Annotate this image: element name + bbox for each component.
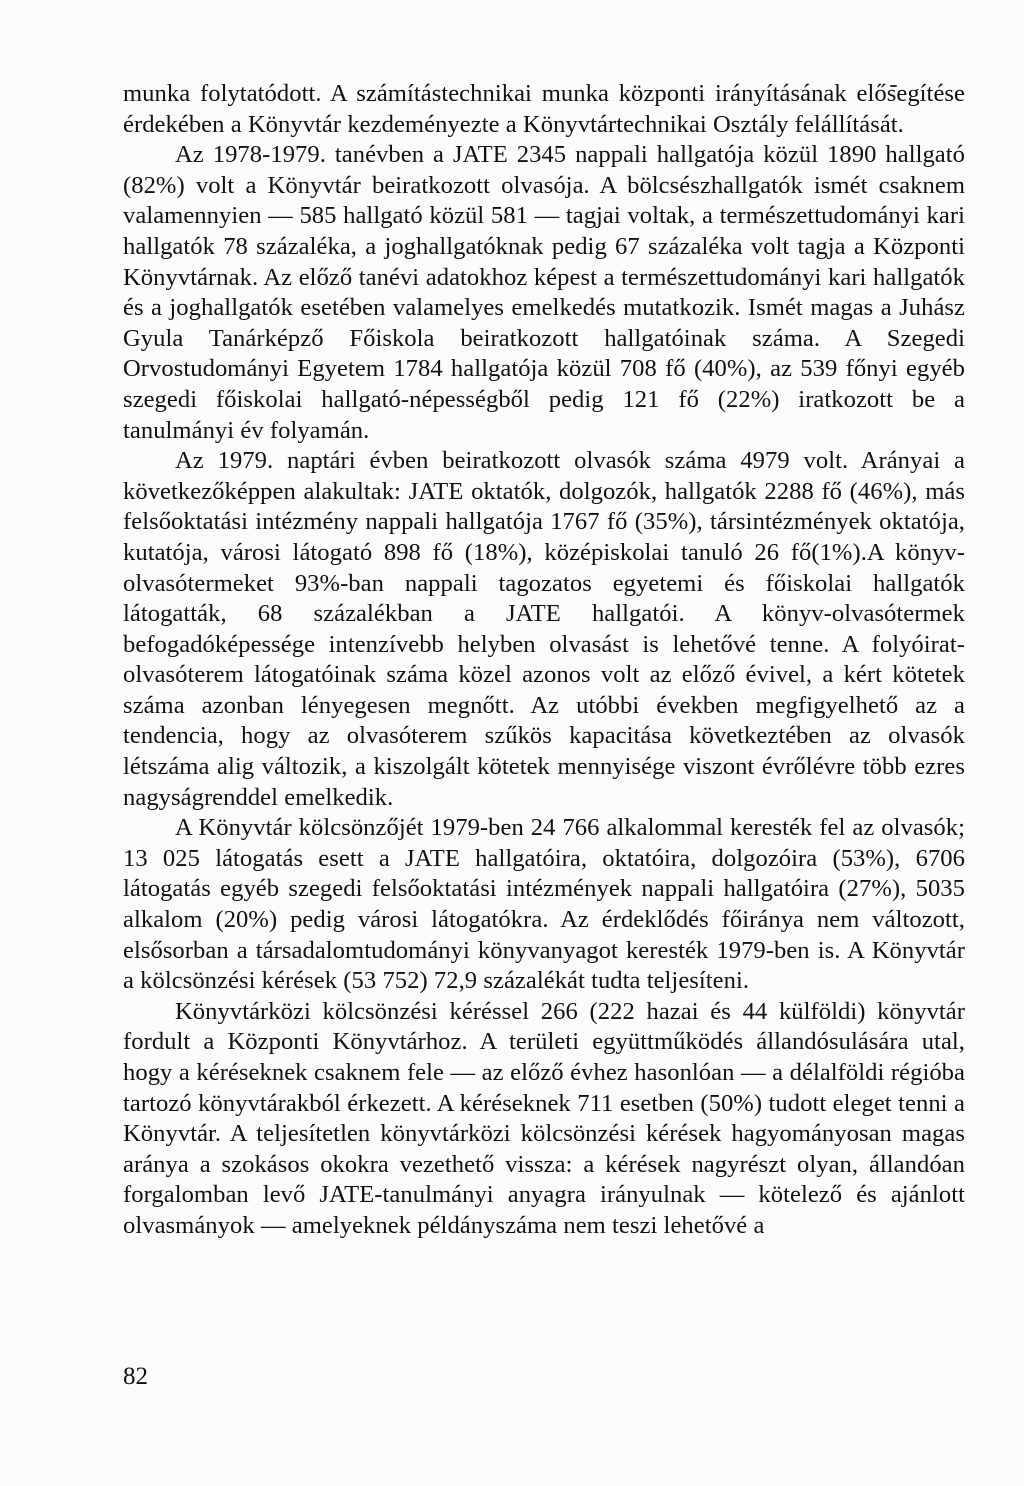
paragraph-2: Az 1978-1979. tanévben a JATE 2345 nappali hallgatója közül 1890 hallgató (82%) volt a Könyvtár beiratkozott olvasója. A bölcsészhallgatók ismét csaknem valamennyien — 585 hallgató közül 581 — tagjai voltak, a természettudományi kari hallgatók 78 százaléka, a joghallgatóknak pedig 67 százaléka volt tagja a Központi Könyvtárnak. Az előző tanévi adatokhoz képest a természettudományi kari hallgatók és a joghallgatók esetében valamelyes emelkedés mutatkozik. Ismét magas a Juhász Gyula Tanárképző Főiskola beiratkozott hallgatóinak száma. A Szegedi Orvostudományi Egyetem 1784 hallgatója közül 708 fő (40%), az 539 főnyi egyéb szegedi főiskolai hallgató-népességből pedig 121 fő (22%) iratkozott be a tanulmányi év folyamán.	[123, 141, 965, 444]
paragraph-3: Az 1979. naptári évben beiratkozott olvasók száma 4979 volt. Arányai a következőképpen alakultak: JATE oktatók, dolgozók, hallgatók 2288 fő (46%), más felsőoktatási intézmény nappali hallgatója 1767 fő (35%), társintézmények oktatója, kutatója, városi látogató 898 fő (18%), középiskolai tanuló 26 fő(1%).A könyv-olvasótermeket 93%-ban nappali tagozatos egyetemi és főiskolai hallgatók látogatták, 68 százalékban a JATE hallgatói. A könyv-olvasótermek befogadóképessége intenzívebb helyben olvasást is lehetővé tenne. A folyóirat-olvasóterem látogatóinak száma közel azonos volt az előző évivel, a kért kötetek száma azonban lényegesen megnőtt. Az utóbbi években megfigyelhető az a tendencia, hogy az olvasóterem szűkös kapacitása következtében az olvasók létszáma alig változik, a kiszolgált kötetek mennyisége viszont évrőlévre több ezres nagyságrenddel emelkedik.	[123, 447, 965, 811]
body-text	[123, 79, 965, 1242]
paragraph-5: Könyvtárközi kölcsönzési kéréssel 266 (222 hazai és 44 külföldi) könyvtár fordult a Központi Könyvtárhoz. A területi együttműködés állandósulására utal, hogy a kéréseknek csaknem fele — az előző évhez hasonlóan — a délalföldi régióba tartozó könyvtárakból érkezett. A kéréseknek 711 esetben (50%) tudott eleget tenni a Könyvtár. A teljesítetlen könyvtárközi kölcsönzési kérések hagyományosan magas aránya a szokásos okokra vezethető vissza: a kérések nagyrészt olyan, állandóan forgalomban levő JATE-tanulmányi anyagra irányulnak — kötelező és ajánlott olvasmányok — amelyeknek példányszáma nem teszi lehetővé a	[123, 997, 965, 1239]
page-number: 82	[123, 1363, 148, 1390]
paragraph-4: A Könyvtár kölcsönzőjét 1979-ben 24 766 alkalommal keresték fel az olvasók; 13 025 látogatás esett a JATE hallgatóira, oktatóira, dolgozóira (53%), 6706 látogatás egyéb szegedi felsőoktatási intézmények nappali hallgatóira (27%), 5035 alkalom (20%) pedig városi látogatókra. Az érdeklődés főiránya nem változott, elsősorban a társadalomtudományi könyvanyagot keresték 1979-ben is. A Könyvtár a kölcsönzési kérések (53 752) 72,9 százalékát tudta teljesíteni.	[123, 814, 965, 995]
paragraph-1: munka folytatódott. A számítástechnikai munka központi irányításának elősegítése érdekében a Könyvtár kezdeményezte a Könyvtártechnikai Osztály felállítását.	[123, 80, 965, 138]
